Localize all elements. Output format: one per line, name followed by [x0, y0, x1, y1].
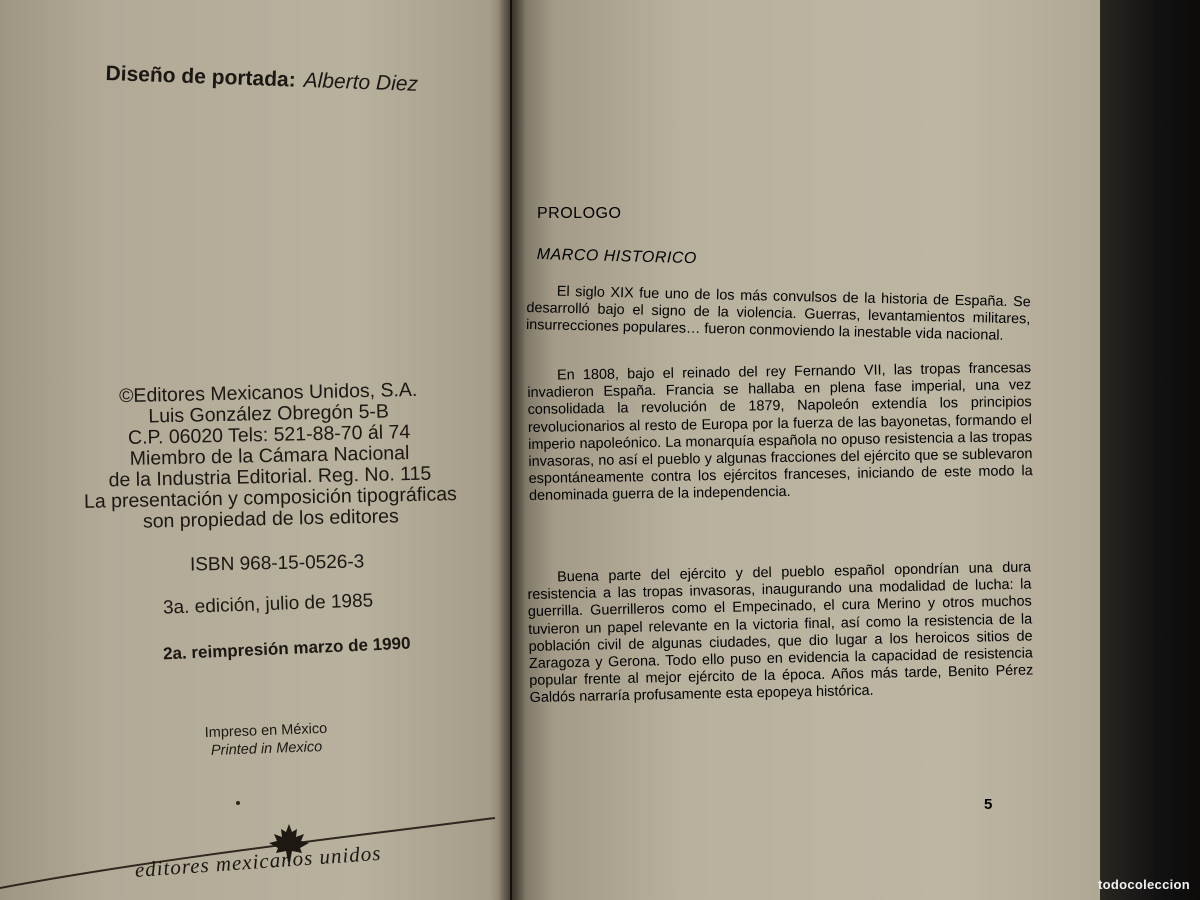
page-edge-shadow [1097, 0, 1200, 900]
reprint-line: 2a. reimpresión marzo de 1990 [162, 633, 411, 664]
printed-in [204, 720, 328, 760]
imprint-line: C.P. 06020 Tels: 521-88-70 ál 74 [127, 421, 411, 449]
paragraph-text: En 1808, bajo el reinado del rey Fernando VII, las tropas francesas invadieron España. Francia se hallaba en plena fase imperial, una vez consolidada la revolución de 1879, Napoleón extendía los principios revolucionarios al resto de Europa por la fuerza de las bayonetas, formando el imperio napoleónico. La monarquía española no opuso resistencia a las tropas invasoras, no así el pueblo y algunas fracciones del ejército que se sublevaron espontáneamente contra los ejércitos franceses, iniciando de este modo la denominada guerra de la independencia. [527, 360, 1033, 505]
watermark: todocoleccion [1097, 877, 1190, 892]
printed-in-english: Printed in Mexico [210, 739, 323, 759]
body-paragraph [527, 559, 1034, 707]
imprint-line: La presentación y composición tipográficas [83, 483, 458, 513]
page-number: 5 [984, 796, 993, 813]
imprint-line: de la Industria Editorial. Reg. No. 115 [108, 462, 432, 492]
cover-credit-name: Alberto Diez [303, 68, 419, 96]
imprint-block [58, 379, 481, 535]
printed-in-spanish: Impreso en México [204, 720, 328, 742]
left-page [0, 0, 510, 900]
edition-line: 3a. edición, julio de 1985 [162, 590, 374, 619]
section-subheading: MARCO HISTORICO [536, 246, 698, 268]
isbn: ISBN 968-15-0526-3 [189, 551, 365, 576]
cover-credit [105, 62, 418, 97]
book-gutter [498, 0, 526, 900]
imprint-line: Miembro de la Cámara Nacional [129, 442, 410, 470]
paragraph-text: Buena parte del ejército y del pueblo español opondrían una dura resistencia a las tropas invasoras, inaugurando una modalidad de lucha: la guerrilla. Guerrilleros como el Empecinado, el cura Merino y otros muchos tuvieron un papel relevante en la victoria final, así como la resistencia de la población civil de algunas ciudades, que dio lugar a los heroicos sitios de Zaragoza y Gerona. Todo ello puso en evidencia la capacidad de resistencia popular frente al mejor ejército de la época. Años más tarde, Benito Pérez Galdós narraría profusamente esta epopeya histórica. [527, 559, 1034, 707]
imprint-line: ©Editores Mexicanos Unidos, S.A. [118, 378, 418, 408]
imprint-line: Luis González Obregón 5-B [148, 400, 390, 428]
cover-credit-label: Diseño de portada: [105, 62, 297, 92]
chapter-heading: PROLOGO [537, 205, 622, 222]
paragraph-text: El siglo XIX fue uno de los más convulsos de la historia de España. Se desarrolló bajo el signo de la violencia. Guerras, levantamientos militares, insurrecciones populares… fueron conmoviendo la inestable vida nacional. [525, 283, 1031, 345]
body-paragraph [527, 360, 1033, 506]
publisher-name: editores mexicanos unidos [134, 840, 383, 882]
imprint-line: son propiedad de los editores [142, 505, 399, 533]
